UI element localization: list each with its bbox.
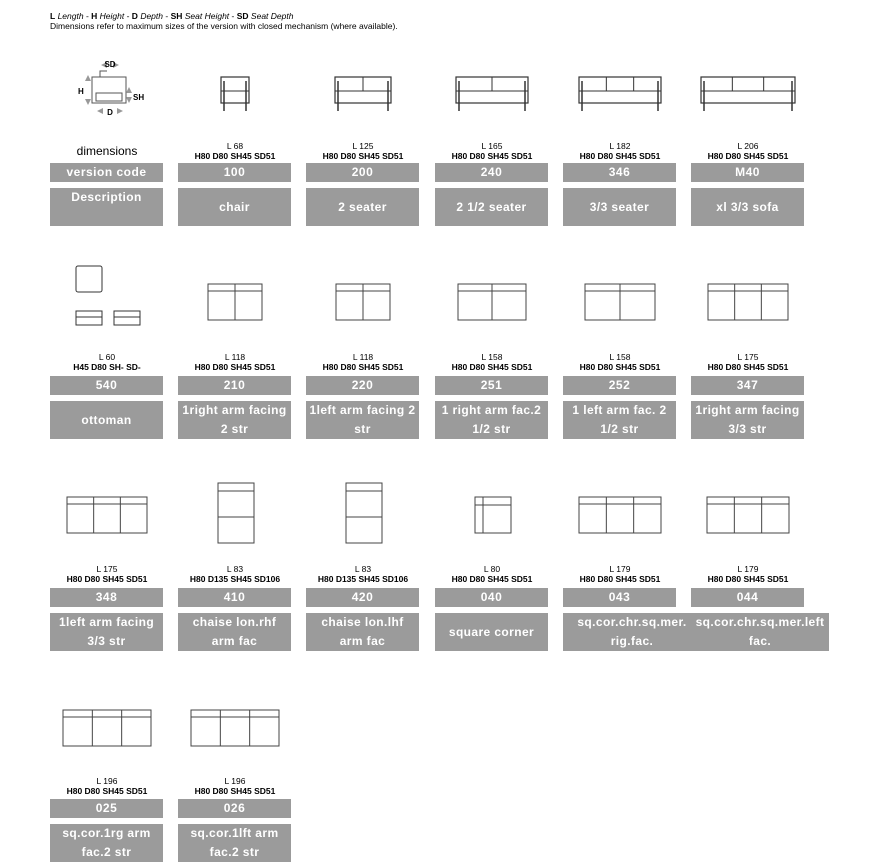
version-code: 210: [178, 376, 291, 395]
size-values: H45 D80 SH- SD-: [73, 362, 141, 372]
product-cell: [306, 475, 420, 655]
dimensions-text: [435, 352, 549, 372]
module-2-half-left-arm-icon: [563, 262, 677, 337]
size-values: H80 D80 SH45 SD51: [707, 574, 789, 584]
corner-2-right-icon: [50, 688, 164, 763]
version-code: 420: [306, 588, 419, 607]
version-code: 100: [178, 163, 291, 182]
dimensions-text: [691, 141, 805, 161]
length-value: L 196: [224, 776, 246, 786]
legend-abbreviations: L Length - H Height - D Depth - SH Seat Height - SD Seat Depth: [50, 11, 294, 21]
length-value: L 179: [609, 564, 631, 574]
product-cell: [435, 262, 549, 442]
product-cell: [563, 475, 687, 655]
size-values: H80 D80 SH45 SD51: [707, 362, 789, 372]
length-value: L 125: [352, 141, 374, 151]
product-cell: [563, 262, 677, 442]
dimensions-text: [178, 776, 292, 796]
length-value: L 165: [481, 141, 503, 151]
dimensions-text: [691, 564, 805, 584]
product-cell: [691, 262, 805, 442]
version-code: 251: [435, 376, 548, 395]
product-cell: [435, 475, 549, 655]
version-code: 044: [691, 588, 804, 607]
sofa-xl-icon: [691, 55, 805, 130]
size-values: H80 D80 SH45 SD51: [579, 151, 661, 161]
size-values: H80 D80 SH45 SD51: [322, 362, 404, 372]
description: 2 1/2 seater: [435, 188, 548, 226]
version-code: 410: [178, 588, 291, 607]
dimensions-text: [691, 352, 805, 372]
product-cell: [306, 262, 420, 442]
description: square corner: [435, 613, 548, 651]
length-value: L 60: [98, 352, 116, 362]
size-values: H80 D135 SH45 SD106: [317, 574, 409, 584]
corner-2-left-icon: [178, 688, 292, 763]
header-cell: [50, 55, 164, 230]
length-value: L 158: [481, 352, 503, 362]
chair-icon: [178, 55, 292, 130]
length-value: L 68: [226, 141, 244, 151]
length-value: L 196: [96, 776, 118, 786]
corner-left-icon: [691, 475, 805, 550]
corner-right-icon: [563, 475, 677, 550]
sofa-2-half-seater-icon: [435, 55, 549, 130]
size-values: H80 D135 SH45 SD106: [189, 574, 281, 584]
dimensions-text: [306, 141, 420, 161]
version-code: 025: [50, 799, 163, 818]
dimensions-text: [178, 564, 292, 584]
legend-note: Dimensions refer to maximum sizes of the version with closed mechanism (where available).: [50, 21, 398, 31]
size-values: H80 D80 SH45 SD51: [707, 151, 789, 161]
size-values: H80 D80 SH45 SD51: [194, 362, 276, 372]
version-code: 540: [50, 376, 163, 395]
description: 1left arm facing 3/3 str: [50, 613, 163, 651]
product-cell: [178, 688, 292, 868]
length-value: L 118: [224, 352, 246, 362]
length-value: L 175: [737, 352, 759, 362]
product-cell: [306, 55, 420, 235]
description: 2 seater: [306, 188, 419, 226]
product-cell: [435, 55, 549, 235]
length-value: L 179: [737, 564, 759, 574]
product-cell: [50, 262, 164, 442]
svg-text:SH: SH: [133, 93, 145, 102]
version-code: 252: [563, 376, 676, 395]
dimensions-text: [50, 352, 164, 372]
dimensions-text: [563, 352, 677, 372]
product-cell: [178, 475, 292, 655]
size-values: H80 D80 SH45 SD51: [451, 574, 533, 584]
dimensions-text: [306, 564, 420, 584]
svg-text:D: D: [107, 108, 113, 117]
version-code: 043: [563, 588, 676, 607]
product-cell: [50, 688, 164, 868]
description: sq.cor.chr.sq.mer. rig.fac.: [563, 613, 701, 651]
product-cell: [178, 262, 292, 442]
description: sq.cor.1rg arm fac.2 str: [50, 824, 163, 862]
size-values: H80 D80 SH45 SD51: [66, 786, 148, 796]
length-value: L 206: [737, 141, 759, 151]
svg-text:SD: SD: [104, 60, 116, 69]
length-value: L 182: [609, 141, 631, 151]
length-value: L 118: [352, 352, 374, 362]
description-label: Description: [50, 188, 163, 226]
dimensions-text: [178, 141, 292, 161]
module-3-left-arm-icon: [50, 475, 164, 550]
description: 1right arm facing 2 str: [178, 401, 291, 439]
dimensions-text: [563, 141, 677, 161]
svg-text:H: H: [78, 87, 84, 96]
module-2-left-arm-icon: [306, 262, 420, 337]
dimensions-text: [435, 564, 549, 584]
length-value: L 175: [96, 564, 118, 574]
dimensions-text: [178, 352, 292, 372]
description: chaise lon.lhf arm fac: [306, 613, 419, 651]
product-cell: [563, 55, 677, 235]
length-value: L 158: [609, 352, 631, 362]
version-code: 220: [306, 376, 419, 395]
chaise-longue-left-icon: [306, 475, 420, 550]
size-values: H80 D80 SH45 SD51: [66, 574, 148, 584]
description: chair: [178, 188, 291, 226]
version-code: 346: [563, 163, 676, 182]
size-values: H80 D80 SH45 SD51: [579, 574, 661, 584]
description: sq.cor.chr.sq.mer.left fac.: [691, 613, 829, 651]
version-code: 348: [50, 588, 163, 607]
dimension-legend: [50, 11, 398, 31]
description: sq.cor.1lft arm fac.2 str: [178, 824, 291, 862]
description: 1left arm facing 2 str: [306, 401, 419, 439]
size-values: H80 D80 SH45 SD51: [322, 151, 404, 161]
description: chaise lon.rhf arm fac: [178, 613, 291, 651]
ottoman-icon: [50, 262, 164, 337]
size-values: H80 D80 SH45 SD51: [194, 786, 276, 796]
description: 1right arm facing 3/3 str: [691, 401, 804, 439]
size-values: H80 D80 SH45 SD51: [451, 362, 533, 372]
dimensions-text: [50, 776, 164, 796]
square-corner-icon: [435, 475, 549, 550]
description: xl 3/3 sofa: [691, 188, 804, 226]
dimension-diagram-icon: [50, 55, 164, 125]
version-code: 200: [306, 163, 419, 182]
version-code-label: version code: [50, 163, 163, 182]
module-2-half-right-arm-icon: [435, 262, 549, 337]
product-cell: [50, 475, 164, 655]
size-values: H80 D80 SH45 SD51: [451, 151, 533, 161]
description: 3/3 seater: [563, 188, 676, 226]
version-code: 026: [178, 799, 291, 818]
length-value: L 83: [226, 564, 244, 574]
version-code: 347: [691, 376, 804, 395]
version-code: M40: [691, 163, 804, 182]
length-value: L 80: [483, 564, 501, 574]
size-values: H80 D80 SH45 SD51: [194, 151, 276, 161]
description: 1 left arm fac. 2 1/2 str: [563, 401, 676, 439]
dimensions-text: [435, 141, 549, 161]
length-value: L 83: [354, 564, 372, 574]
module-2-right-arm-icon: [178, 262, 292, 337]
version-code: 040: [435, 588, 548, 607]
product-cell: [691, 475, 825, 655]
chaise-longue-right-icon: [178, 475, 292, 550]
product-cell: [178, 55, 292, 235]
sofa-2-seater-icon: [306, 55, 420, 130]
sofa-3-seater-icon: [563, 55, 677, 130]
description: ottoman: [50, 401, 163, 439]
product-cell: [691, 55, 805, 235]
dimensions-label: dimensions: [76, 144, 138, 158]
module-3-right-arm-icon: [691, 262, 805, 337]
size-values: H80 D80 SH45 SD51: [579, 362, 661, 372]
dimensions-text: [306, 352, 420, 372]
dimensions-text: [563, 564, 677, 584]
dimensions-text: [50, 564, 164, 584]
version-code: 240: [435, 163, 548, 182]
description: 1 right arm fac.2 1/2 str: [435, 401, 548, 439]
